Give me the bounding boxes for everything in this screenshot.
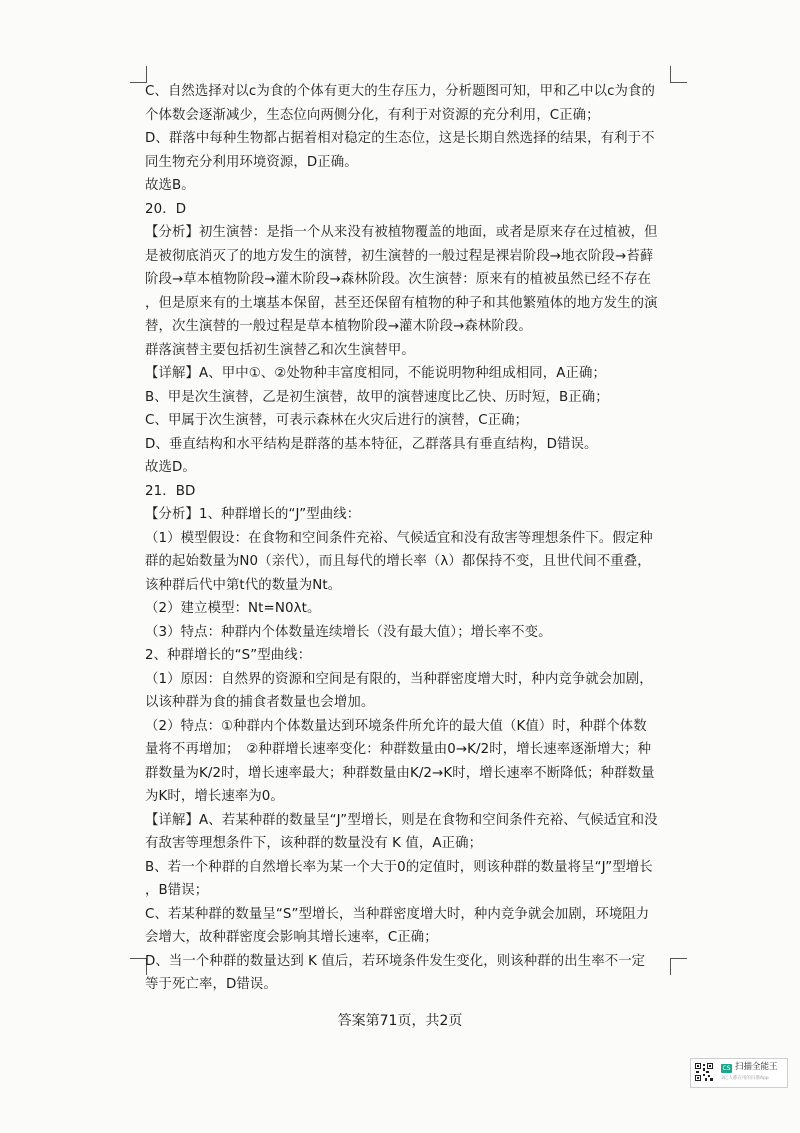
text-line: 个体数会逐渐减少，生态位向两侧分化，有利于对资源的充分利用，C正确； <box>145 107 600 123</box>
text-line: 群的起始数量为N0（亲代），而且每代的增长率（λ）都保持不变，且世代间不重叠， <box>145 554 651 569</box>
text-line: 故选D。 <box>145 460 196 475</box>
text-line: 群数量为K/2时，增长速率最大；种群数量由K/2→K时，增长速率不断降低；种群数量 <box>145 765 655 781</box>
answer-text-body <box>145 80 685 997</box>
text-line: 有敌害等理想条件下，该种群的数量没有 K 值，A正确； <box>145 836 483 851</box>
text-line: 【详解】A、若某种群的数量呈“J”型增长，则是在食物和空间条件充裕、气候适宜和没 <box>145 812 658 828</box>
text-line: 同生物充分利用环境资源，D正确。 <box>145 154 358 170</box>
text-line: C、自然选择对以c为食的个体有更大的生存压力，分析题图可知，甲和乙中以c为食的 <box>145 84 656 99</box>
camscanner-logo-icon: CS <box>722 1065 731 1072</box>
text-line: 2、种群增长的“S”型曲线： <box>145 648 312 663</box>
text-line: 故选B。 <box>145 178 195 193</box>
text-line: 为K时，增长速率为0。 <box>145 789 284 804</box>
text-line: 是被彻底消灭了的地方发生的演替，初生演替的一般过程是裸岩阶段→地衣阶段→苔藓 <box>145 248 654 264</box>
text-line: 等于死亡率，D错误。 <box>145 977 277 992</box>
text-line: 量将不再增加； ②种群增长速率变化：种群数量由0→K/2时，增长速率逐渐增大；种 <box>145 742 652 757</box>
text-line: 该种群后代中第t代的数量为Nt。 <box>145 577 342 593</box>
text-line: D、群落中每种生物都占据着相对稳定的生态位，这是长期自然选择的结果，有利于不 <box>145 131 655 146</box>
text-line: 【分析】1、种群增长的“J”型曲线： <box>145 507 361 522</box>
scanner-title: 扫描全能王 <box>735 1062 778 1072</box>
text-line: C、若某种群的数量呈“S”型增长，当种群密度增大时，种内竞争就会加剧，环境阻力 <box>145 906 650 922</box>
text-line: 阶段→草本植物阶段→灌木阶段→森林阶段。次生演替：原来有的植被虽然已经不存在 <box>145 272 652 287</box>
text-line: ，但是原来有的土壤基本保留，甚至还保留有植物的种子和其他繁殖体的地方发生的演 <box>145 295 658 311</box>
text-line: （2）特点：①种群内个体数量达到环境条件所允许的最大值（K值）时，种群个体数 <box>145 718 647 734</box>
text-line: 21．BD <box>145 483 196 499</box>
text-line: 会增大，故种群密度会影响其增长速率，C正确； <box>145 930 438 945</box>
text-line: B、若一个种群的自然增长率为某一个大于0的定值时，则该种群的数量将呈“J”型增长 <box>145 859 653 875</box>
text-line: C、甲属于次生演替，可表示森林在火灾后进行的演替，C正确； <box>145 413 529 428</box>
text-line: B、甲是次生演替，乙是初生演替，故甲的演替速度比乙快、历时短，B正确； <box>145 389 609 405</box>
text-line: 【分析】初生演替：是指一个从来没有被植物覆盖的地面，或者是原来存在过植被，但 <box>145 225 658 240</box>
text-line: D、垂直结构和水平结构是群落的基本特征，乙群落具有垂直结构，D错误。 <box>145 436 598 452</box>
scanner-watermark <box>690 1058 788 1088</box>
qr-code-icon <box>694 1062 714 1082</box>
text-line: D、当一个种群的数量达到 K 值后，若环境条件发生变化，则该种群的出生率不一定 <box>145 953 646 969</box>
text-line: ，B错误； <box>145 883 209 898</box>
text-line: （1）原因：自然界的资源和空间是有限的，当种群密度增大时，种内竞争就会加剧， <box>145 671 653 687</box>
text-line: （3）特点：种群内个体数量连续增长（没有最大值）；增长率不变。 <box>145 624 552 640</box>
text-line: 【详解】A、甲中①、②处物种丰富度相同，不能说明物种组成相同，A正确； <box>145 366 606 381</box>
scanner-subtitle: 3亿人都在用的扫描App <box>721 1076 769 1081</box>
text-line: （1）模型假设：在食物和空间条件充裕、气候适宜和没有敌害等理想条件下。假定种 <box>145 530 653 546</box>
text-line: 群落演替主要包括初生演替乙和次生演替甲。 <box>145 342 415 358</box>
text-line: 以该种群为食的捕食者数量也会增加。 <box>145 695 375 710</box>
text-line: （2）建立模型：Nt=N0λt。 <box>145 601 321 616</box>
text-line: 替，次生演替的一般过程是草本植物阶段→灌木阶段→森林阶段。 <box>145 319 532 334</box>
text-line: 20．D <box>145 201 187 217</box>
page-footer: 答案第71页，共2页 <box>337 1013 463 1029</box>
